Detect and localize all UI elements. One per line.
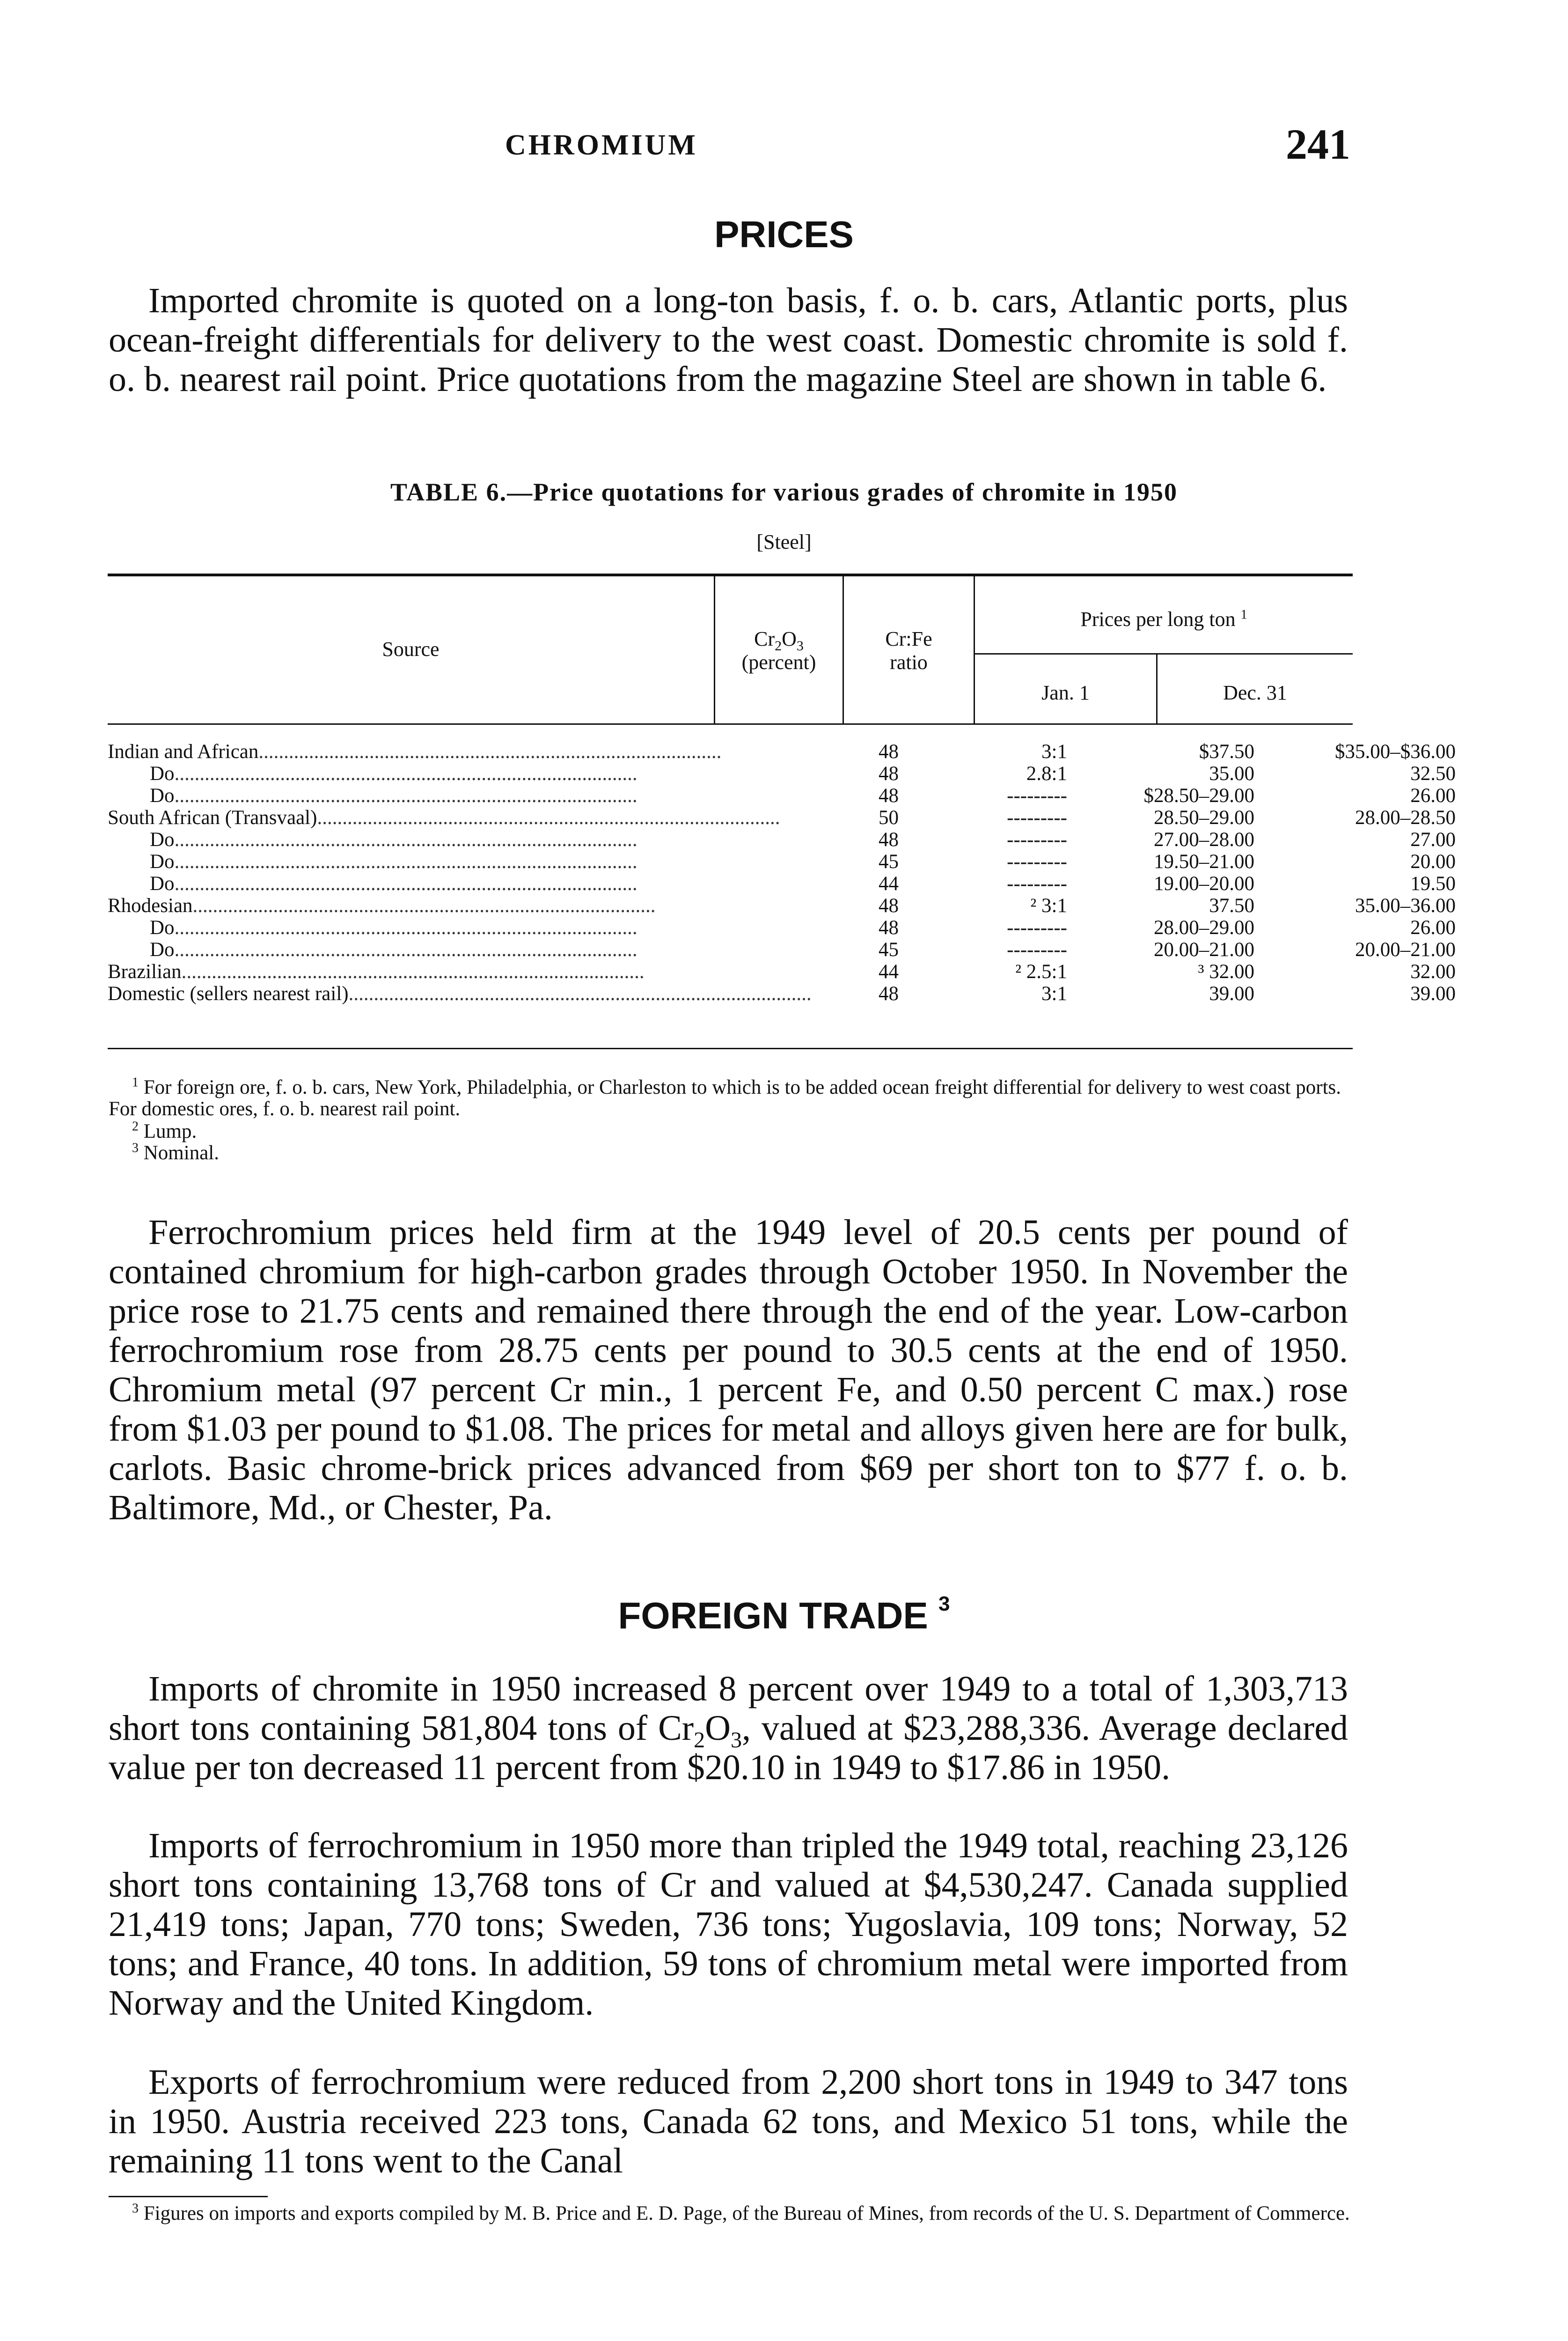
- cell-ratio: ---------: [1007, 851, 1067, 873]
- cell-dec: 28.00–28.50: [1355, 807, 1456, 829]
- table-row: Indian and African............................................................................................ 48 3:1 $37.50 $35.00–$36.00: [108, 741, 1456, 763]
- cell-ratio: 3:1: [1041, 983, 1067, 1005]
- table-row: Do............................................................................................ 45 --------- 19.50–21.00 20.00: [108, 851, 1353, 873]
- cell-dec: 32.50: [1410, 763, 1456, 785]
- cell-ratio: ² 2.5:1: [1015, 961, 1067, 983]
- cell-cr2o3: 48: [879, 983, 899, 1005]
- table-row: Do............................................................................................ 48 --------- 28.00–29.00 26.00: [108, 917, 1353, 939]
- cell-jan: ³ 32.00: [1198, 961, 1254, 983]
- page-number: 241: [1286, 120, 1350, 168]
- cell-cr2o3: 48: [879, 917, 899, 939]
- cell-source: Do: [150, 851, 175, 873]
- cell-jan: 37.50: [1209, 895, 1254, 917]
- table-row: Domestic (sellers nearest rail)............................................................................................ 48 3:1 39.00 39.00: [108, 983, 1456, 1005]
- cell-ratio: ---------: [1007, 917, 1067, 939]
- cell-source: Indian and African: [108, 741, 259, 763]
- page-footnote: $^3$ Figures on imports and exports compiled by M. B. Price and E. D. Page, of the Bureau of Mines, from records of the U. S. Department of Commerce.: [132, 2201, 1350, 2224]
- cell-jan: 27.00–28.00: [1154, 829, 1254, 851]
- cell-source: Do: [150, 829, 175, 851]
- table-bottom-rule: [108, 1048, 1353, 1049]
- header-prices-group: Prices per long ton $^1$: [1080, 607, 1247, 631]
- header-source: Source: [382, 638, 440, 661]
- cell-cr2o3: 48: [879, 785, 899, 807]
- cell-ratio: 3:1: [1041, 741, 1067, 763]
- running-head: CHROMIUM: [505, 129, 698, 161]
- imports-ferrochromium-paragraph: Imports of ferrochromium in 1950 more than tripled the 1949 total, reaching 23,126 short tons containing 13,768 tons of Cr and valued at $4,530,247. Canada supplied 21,419 tons; Japan, 770 tons; Sweden, 736 tons; Yugoslavia, 109 tons; Norway, 52 tons; and France, 40 tons. In addition, 59 tons of chromium metal were imported from Norway and the United Kingdom.: [109, 1826, 1348, 2023]
- cell-cr2o3: 45: [879, 851, 899, 873]
- ferrochromium-paragraph: Ferrochromium prices held firm at the 1949 level of 20.5 cents per pound of contained chromium for high-carbon grades through October 1950. In November the price rose to 21.75 cents and remained there through the end of the year. Low-carbon ferrochromium rose from 28.75 cents per pound to 30.5 cents at the end of 1950. Chromium metal (97 percent Cr min., 1 percent Fe, and 0.50 percent C max.) rose from $1.03 per pound to $1.08. The prices for metal and alloys given here are for bulk, carlots. Basic chrome-brick prices advanced from $69 per short ton to $77 f. o. b. Baltimore, Md., or Chester, Pa.: [109, 1213, 1348, 1527]
- cell-cr2o3: 48: [879, 741, 899, 763]
- table-footnote-1: $^1$ For foreign ore, f. o. b. cars, New York, Philadelphia, or Charleston to which is to be added ocean freight differential for delivery to west coast ports. For domestic ores, f. o. b. nearest rail point.: [109, 1075, 1341, 1120]
- cell-cr2o3: 50: [879, 807, 899, 829]
- table-row: Do............................................................................................ 45 --------- 20.00–21.00 20.00–21.00: [108, 939, 1353, 961]
- cell-cr2o3: 48: [879, 763, 899, 785]
- cell-dec: 19.50: [1410, 873, 1456, 895]
- table-row: Rhodesian............................................................................................ 48 ² 3:1 37.50 35.00–36.00: [108, 895, 1456, 917]
- foreign-trade-heading: FOREIGN TRADE $^3$: [618, 1592, 950, 1636]
- imports-chromite-paragraph: Imports of chromite in 1950 increased 8 percent over 1949 to a total of 1,303,713 short tons containing 581,804 tons of $Cr_2O_3$, valued at $23,288,336. Average declared value per ton decreased 11 percent from $20.10 in 1949 to $17.86 in 1950.: [109, 1669, 1348, 1787]
- header-cr2o3: $Cr_2O_3$ (percent): [741, 627, 816, 674]
- cell-source: Do: [150, 763, 175, 785]
- table-row: Do............................................................................................ 48 --------- 27.00–28.00 27.00: [108, 829, 1353, 851]
- cell-source: Domestic (sellers nearest rail): [108, 983, 349, 1005]
- table-row: Do............................................................................................ 48 --------- $28.50–29.00 26.00: [108, 785, 1353, 807]
- cell-jan: 28.00–29.00: [1154, 917, 1254, 939]
- cell-jan: 28.50–29.00: [1154, 807, 1254, 829]
- cell-cr2o3: 44: [879, 873, 899, 895]
- prices-heading: PRICES: [714, 213, 854, 255]
- prices-intro-paragraph: Imported chromite is quoted on a long-ton basis, f. o. b. cars, Atlantic ports, plus ocean-freight differentials for delivery to the west coast. Domestic chromite is sold f. o. b. nearest rail point. Price quotations from the magazine Steel are shown in table 6.: [109, 281, 1348, 399]
- footnote-separator: [109, 2196, 268, 2197]
- header-jan: Jan. 1: [1041, 681, 1090, 704]
- cell-jan: 39.00: [1209, 983, 1254, 1005]
- cell-source: South African (Transvaal): [108, 807, 317, 829]
- cell-dec: 32.00: [1410, 961, 1456, 983]
- cell-ratio: ² 3:1: [1030, 895, 1067, 917]
- cell-ratio: ---------: [1007, 807, 1067, 829]
- table-row: Brazilian............................................................................................ 44 ² 2.5:1 ³ 32.00 32.00: [108, 961, 1456, 983]
- cell-dec: $35.00–$36.00: [1335, 741, 1456, 763]
- cell-source: Do: [150, 785, 175, 807]
- cell-source: Do: [150, 873, 175, 895]
- prices-group-rule: [974, 653, 1353, 655]
- cell-jan: 19.00–20.00: [1154, 873, 1254, 895]
- cell-source: Brazilian: [108, 961, 182, 983]
- table-row: Do............................................................................................ 48 2.8:1 35.00 32.50: [108, 763, 1353, 785]
- exports-paragraph: Exports of ferrochromium were reduced from 2,200 short tons in 1949 to 347 tons in 1950. Austria received 223 tons, Canada 62 tons, and Mexico 51 tons, while the remaining 11 tons went to the Canal: [109, 2062, 1348, 2180]
- cell-jan: $37.50: [1199, 741, 1254, 763]
- cell-cr2o3: 48: [879, 829, 899, 851]
- cell-cr2o3: 45: [879, 939, 899, 961]
- table-source-note: [Steel]: [756, 530, 812, 553]
- table-row: Do............................................................................................ 44 --------- 19.00–20.00 19.50: [108, 873, 1353, 895]
- table-header-rule: [108, 723, 1353, 725]
- table-footnote-3: $^3$ Nominal.: [132, 1141, 219, 1164]
- cell-cr2o3: 48: [879, 895, 899, 917]
- cell-jan: 19.50–21.00: [1154, 851, 1254, 873]
- cell-source: Do: [150, 917, 175, 939]
- cell-dec: 35.00–36.00: [1355, 895, 1456, 917]
- cell-dec: 20.00–21.00: [1355, 939, 1456, 961]
- cell-source: Rhodesian: [108, 895, 193, 917]
- cell-dec: 26.00: [1410, 785, 1456, 807]
- cell-ratio: ---------: [1007, 785, 1067, 807]
- cell-dec: 26.00: [1410, 917, 1456, 939]
- cell-ratio: ---------: [1007, 873, 1067, 895]
- table-top-rule: [108, 574, 1353, 576]
- cell-ratio: ---------: [1007, 829, 1067, 851]
- cell-cr2o3: 44: [879, 961, 899, 983]
- table-footnote-2: $^2$ Lump.: [132, 1119, 197, 1142]
- cell-source: Do: [150, 939, 175, 961]
- cell-jan: $28.50–29.00: [1143, 785, 1254, 807]
- header-ratio: Cr:Fe ratio: [885, 627, 932, 674]
- cell-dec: 39.00: [1410, 983, 1456, 1005]
- table-row: South African (Transvaal)............................................................................................ 50 --------- 28.50–29.00 28.00–28.50: [108, 807, 1456, 829]
- header-dec: Dec. 31: [1223, 681, 1287, 704]
- cell-ratio: 2.8:1: [1026, 763, 1067, 785]
- cell-jan: 20.00–21.00: [1154, 939, 1254, 961]
- cell-jan: 35.00: [1209, 763, 1254, 785]
- cell-dec: 27.00: [1410, 829, 1456, 851]
- table-title: TABLE 6.—Price quotations for various grades of chromite in 1950: [390, 478, 1178, 506]
- cell-dec: 20.00: [1410, 851, 1456, 873]
- cell-ratio: ---------: [1007, 939, 1067, 961]
